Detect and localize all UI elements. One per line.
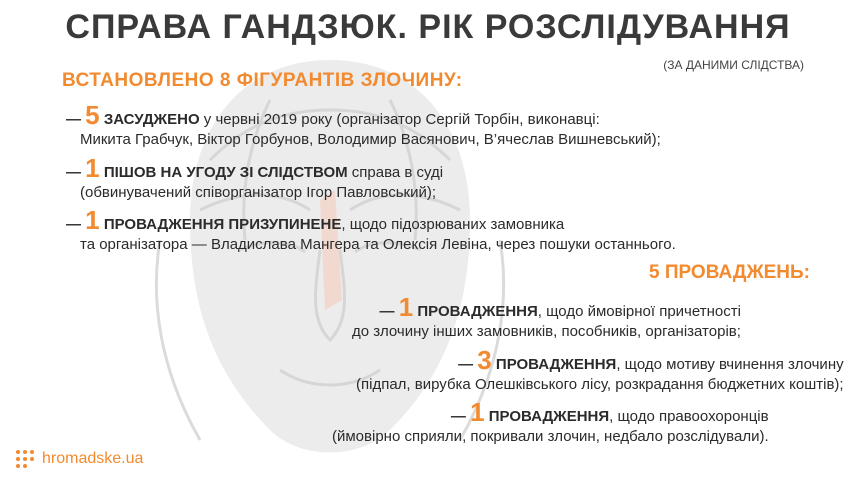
hromadske-logo-icon	[14, 448, 36, 470]
item-text: справа в суді	[347, 164, 444, 181]
dash: —	[66, 164, 81, 181]
list-item	[66, 205, 676, 255]
list-item	[356, 345, 844, 395]
item-strong-label: ЗАСУДЖЕНО	[103, 111, 200, 128]
item-text-line2: (обвинувачений співорганізатор Ігор Павловський);	[80, 184, 436, 201]
dash: —	[66, 216, 81, 233]
item-text-line2: (ймовірно сприяли, покривали злочин, недбало розслідували).	[332, 428, 769, 445]
list-item	[66, 153, 444, 203]
source-note: (ЗА ДАНИМИ СЛІДСТВА)	[663, 58, 804, 72]
item-strong-label: ПРОВАДЖЕННЯ ПРИЗУПИНЕНЕ	[103, 216, 342, 233]
dash: —	[66, 111, 81, 128]
list-item	[66, 100, 661, 150]
count-number: 1	[85, 153, 100, 183]
count-number: 1	[85, 205, 100, 235]
count-number: 3	[477, 345, 492, 375]
count-number: 1	[398, 292, 414, 322]
logo-text: hromadske.ua	[42, 450, 144, 467]
item-text-line2: та організатора — Владислава Мангера та Олексія Левіна, через пошуки останнього.	[80, 236, 676, 253]
item-text-line2: Микита Грабчук, Віктор Горбунов, Володимир Васянович, В’ячеслав Вишневський);	[80, 131, 661, 148]
item-strong-label: ПРОВАДЖЕННЯ	[488, 408, 610, 425]
item-text: , щодо правоохоронців	[609, 408, 769, 425]
item-text-line2: до злочину інших замовників, пособників, організаторів;	[352, 323, 741, 340]
count-number: 5	[85, 100, 100, 130]
list-item	[352, 292, 741, 342]
brand-logo	[14, 448, 143, 470]
dash: —	[450, 408, 466, 425]
item-strong-label: ПІШОВ НА УГОДУ ЗІ СЛІДСТВОМ	[103, 164, 348, 181]
established-heading: ВСТАНОВЛЕНО 8 ФІГУРАНТІВ ЗЛОЧИНУ:	[62, 70, 463, 91]
item-text: , щодо мотиву вчинення злочину	[616, 356, 844, 373]
proceedings-heading: 5 ПРОВАДЖЕНЬ:	[649, 262, 810, 283]
item-text: , щодо підозрюваних замовника	[341, 216, 565, 233]
item-text-line2: (підпал, вирубка Олешківського лісу, розкрадання бюджетних коштів);	[356, 376, 844, 393]
item-text: у червні 2019 року (організатор Сергій Торбін, виконавці:	[199, 111, 600, 128]
item-strong-label: ПРОВАДЖЕННЯ	[495, 356, 617, 373]
page-title: СПРАВА ГАНДЗЮК. РІК РОЗСЛІДУВАННЯ	[65, 8, 791, 46]
dash: —	[379, 303, 395, 320]
item-text: , щодо ймовірної причетності	[537, 303, 741, 320]
list-item	[332, 397, 769, 447]
count-number: 1	[470, 397, 485, 427]
item-strong-label: ПРОВАДЖЕННЯ	[417, 303, 538, 320]
dash: —	[458, 356, 474, 373]
